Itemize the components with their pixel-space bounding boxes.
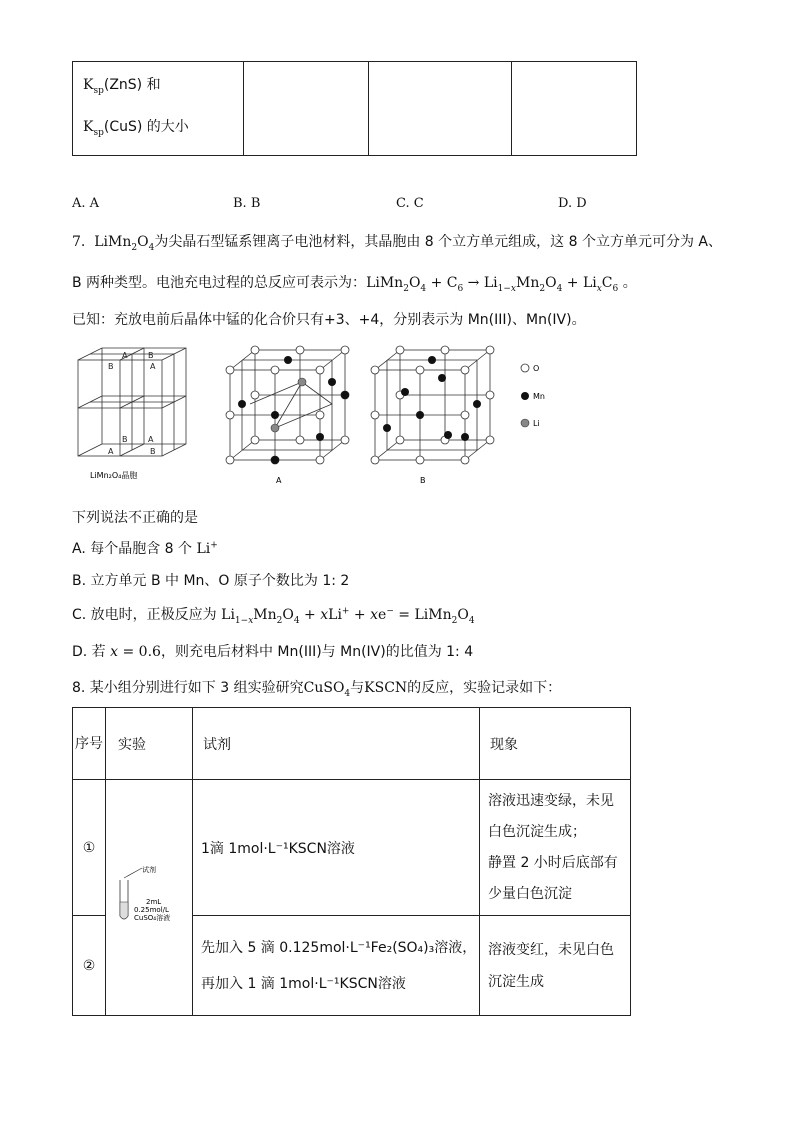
svg-text:A: A — [148, 435, 154, 444]
empty-cell — [512, 62, 637, 156]
q8-experiment-table — [72, 707, 631, 1016]
header-no: 序号 — [73, 708, 106, 780]
svg-text:O: O — [533, 364, 540, 373]
row1-phenomenon: 溶液迅速变绿，未见 白色沉淀生成； 静置 2 小时后底部有 少量白色沉淀 — [480, 780, 631, 916]
q7-intro: 7. $LiMn_2O_4$为尖晶石型锰系锂离子电池材料，其晶胞由 8 个立方单元组成，这 8 个立方单元可分为 A、 — [72, 234, 722, 253]
q6-option-a: A. A — [72, 196, 100, 211]
row2-no: ② — [73, 916, 106, 1016]
svg-text:试剂: 试剂 — [142, 866, 156, 874]
row1-reagent: 1滴 1mol·L⁻¹KSCN溶液 — [193, 780, 480, 916]
q7-option-a: A. 每个晶胞含 8 个 Li+ — [72, 540, 218, 557]
svg-text:A: A — [108, 447, 114, 456]
q7-option-c: C. 放电时，正极反应为 $Li_{1-x}Mn_2O_4 + xLi^+ + xe^-$ = $LiMn_2O_4$ — [72, 606, 475, 626]
q7-reaction-line: B 两种类型。电池充电过程的总反应可表示为：$LiMn_2O_4 + C_6 \to Li_{1-x}Mn_2O_4 + Li_xC_6$ 。 — [72, 275, 637, 294]
cube-b-drawing — [375, 350, 490, 460]
q7-stem: 下列说法不正确的是 — [72, 510, 198, 526]
caption-unit-cell: LiMn₂O₄晶胞 — [90, 471, 138, 480]
svg-text:B: B — [150, 447, 156, 456]
svg-text:CuSO₄溶液: CuSO₄溶液 — [134, 914, 171, 922]
caption-a: A — [276, 476, 282, 485]
ksp-compare-cell: $K_{sp}(ZnS)$ 和 $K_{sp}(CuS)$ 的大小 — [73, 62, 244, 156]
legend — [521, 364, 545, 428]
q6-option-d: D. D — [558, 196, 587, 211]
q6-table-continuation — [72, 61, 637, 156]
empty-cell — [244, 62, 369, 156]
crystal-figures — [70, 340, 560, 490]
svg-text:Mn: Mn — [533, 392, 545, 401]
svg-text:0.25mol/L: 0.25mol/L — [134, 906, 169, 914]
svg-text:Li: Li — [533, 419, 540, 428]
svg-text:A: A — [122, 351, 128, 360]
svg-text:B: B — [108, 362, 114, 371]
row2-reagent: 先加入 5 滴 0.125mol·L⁻¹Fe₂(SO₄)₃溶液， 再加入 1 滴 1mol·L⁻¹KSCN溶液 — [193, 916, 480, 1016]
q7-option-d: D. 若 x = 0.6，则充电后材料中 Mn(III)与 Mn(IV)的比值为 1: 4 — [72, 644, 474, 660]
svg-text:B: B — [122, 435, 128, 444]
svg-text:A: A — [150, 362, 156, 371]
header-phenomenon: 现象 — [480, 708, 631, 780]
header-experiment: 实验 — [106, 708, 193, 780]
empty-cell — [369, 62, 512, 156]
q6-option-b: B. B — [233, 196, 261, 211]
svg-text:B: B — [148, 351, 154, 360]
q6-option-c: C. C — [396, 196, 424, 211]
caption-b: B — [420, 476, 426, 485]
row2-phenomenon: 溶液变红，未见白色 沉淀生成 — [480, 916, 631, 1016]
experiment-tube-cell — [106, 780, 193, 1016]
row1-no: ① — [73, 780, 106, 916]
unit-cell-drawing — [78, 348, 186, 456]
q7-option-b: B. 立方单元 B 中 Mn、O 原子个数比为 1: 2 — [72, 573, 350, 589]
svg-text:2mL: 2mL — [146, 898, 162, 906]
q7-known: 已知：充放电前后晶体中锰的化合价只有+3、+4，分别表示为 Mn(III)、Mn(IV)。 — [72, 312, 586, 328]
test-tube-icon — [112, 864, 198, 944]
q8-intro: 8. 某小组分别进行如下 3 组实验研究CuSO$_4$与KSCN的反应，实验记录如下： — [72, 680, 562, 699]
header-reagent: 试剂 — [193, 708, 480, 780]
cube-a-drawing — [230, 350, 345, 460]
